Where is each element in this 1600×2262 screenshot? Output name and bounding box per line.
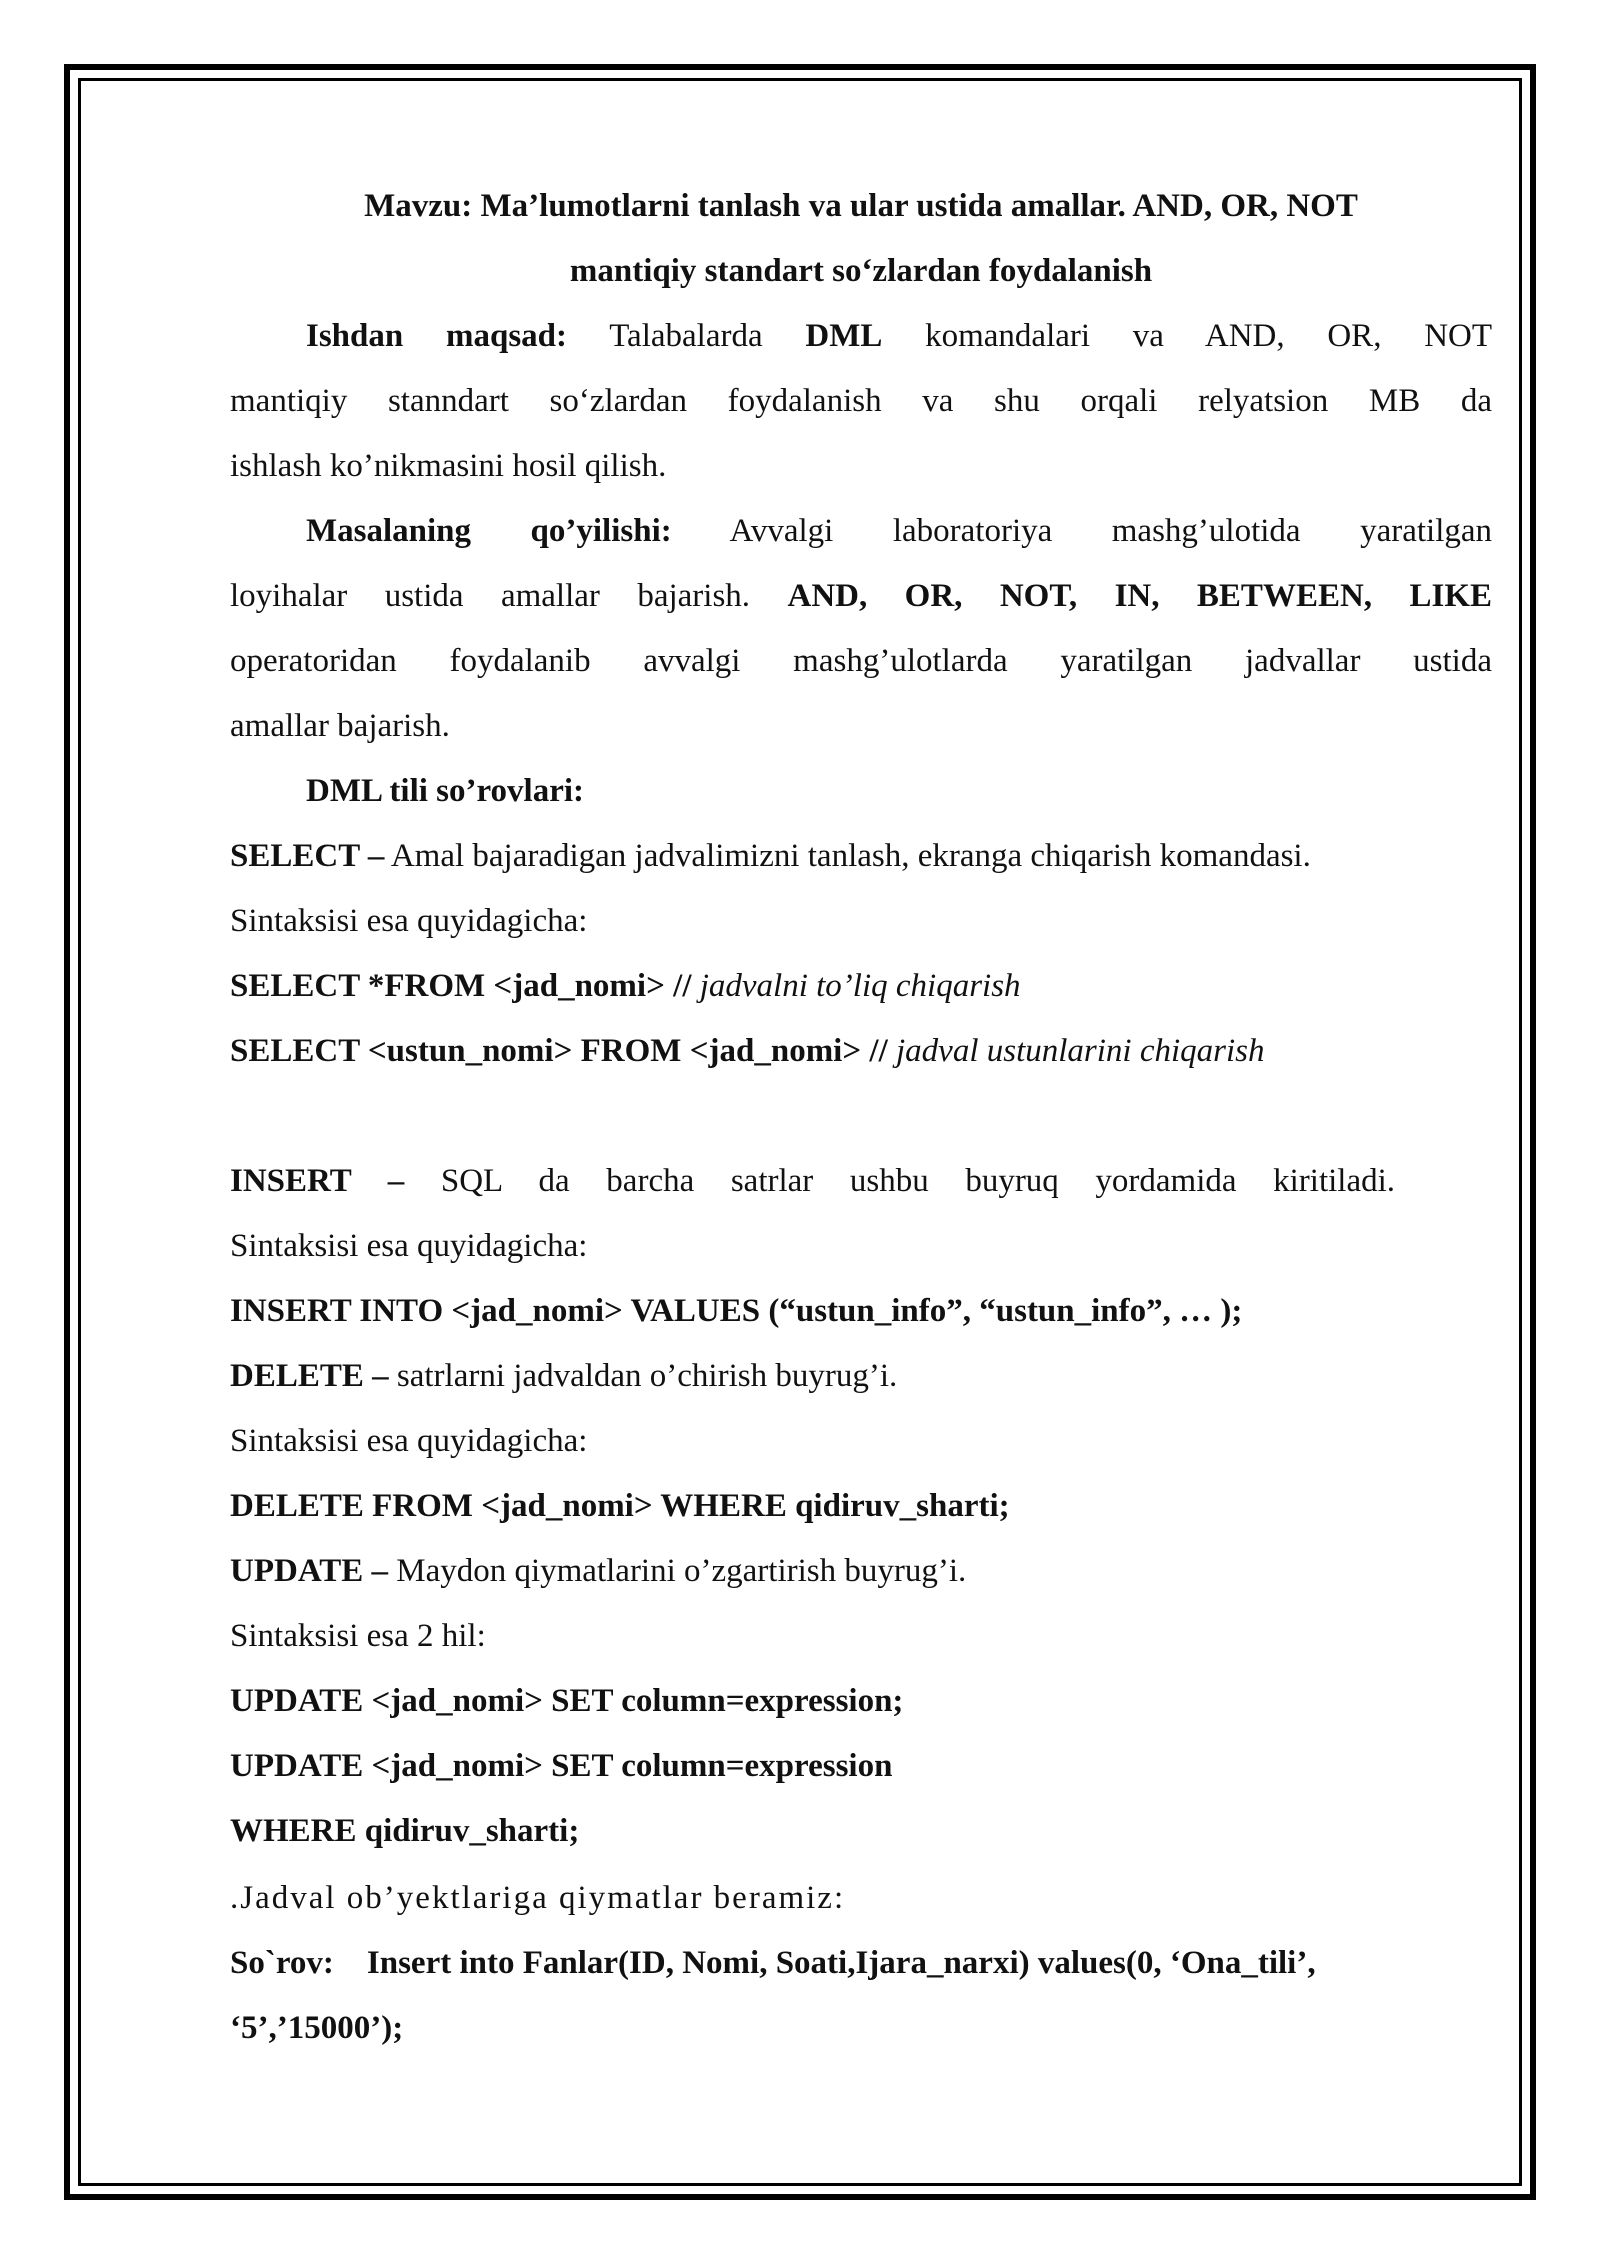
select-definition xyxy=(230,824,1492,889)
insert-desc: SQL da barcha satrlar ushbu buyruq yordamida kiritiladi. xyxy=(440,1163,1396,1199)
blank-line xyxy=(230,1084,1492,1149)
dml-heading: DML tili so’rovlari: xyxy=(306,773,585,809)
document-body xyxy=(230,174,1492,2061)
select-example-2-comment: jadval ustunlarini chiqarish xyxy=(896,1033,1265,1069)
values-intro: .Jadval ob’yektlariga qiymatlar beramiz: xyxy=(230,1880,846,1916)
problem-line-2 xyxy=(230,564,1492,629)
delete-definition xyxy=(230,1344,1492,1409)
problem-line-2-plain: loyihalar ustida amallar bajarish. xyxy=(230,578,751,614)
problem-line-3: operatoridan foydalanib avvalgi mashg’ulotlarda yaratilgan jadvallar ustida xyxy=(230,643,1492,679)
insert-example: INSERT INTO <jad_nomi> VALUES (“ustun_info”, “ustun_info”, … ); xyxy=(230,1293,1243,1329)
update-example-1: UPDATE <jad_nomi> SET column=expression; xyxy=(230,1683,904,1719)
update-syntax-label: Sintaksisi esa 2 hil: xyxy=(230,1618,486,1654)
insert-syntax-label: Sintaksisi esa quyidagicha: xyxy=(230,1228,588,1264)
select-example-1-comment: jadvalni to’liq chiqarish xyxy=(699,968,1021,1004)
problem-text-1: Avvalgi laboratoriya mashg’ulotida yaratilgan xyxy=(729,513,1493,549)
delete-example: DELETE FROM <jad_nomi> WHERE qidiruv_sharti; xyxy=(230,1488,1010,1524)
goal-line-3: ishlash ko’nikmasini hosil qilish. xyxy=(230,448,667,484)
select-example-1-code: SELECT *FROM <jad_nomi> // xyxy=(230,968,692,1004)
query-label: So`rov: xyxy=(230,1945,334,1981)
title-line-2: mantiqiy standart so‘zlardan foydalanish xyxy=(569,253,1153,289)
delete-syntax-label: Sintaksisi esa quyidagicha: xyxy=(230,1423,588,1459)
insert-keyword: INSERT – xyxy=(230,1163,405,1199)
update-example-2a: UPDATE <jad_nomi> SET column=expression xyxy=(230,1748,893,1784)
goal-line-2: mantiqiy stanndart so‘zlardan foydalanish va shu orqali relyatsion MB da xyxy=(230,383,1492,419)
update-keyword: UPDATE – xyxy=(230,1553,388,1589)
select-example-2 xyxy=(230,1019,1492,1084)
select-keyword: SELECT – xyxy=(230,838,385,874)
goal-text-a: Talabalarda xyxy=(609,318,763,354)
problem-line-4: amallar bajarish. xyxy=(230,708,450,744)
update-definition xyxy=(230,1539,1492,1604)
title-line-1: Mavzu: Ma’lumotlarni tanlash va ular ustida amallar. AND, OR, NOT xyxy=(364,188,1358,224)
goal-line-1 xyxy=(230,304,1492,369)
query-line-1 xyxy=(230,1931,1492,1996)
delete-desc: satrlarni jadvaldan o’chirish buyrug’i. xyxy=(396,1358,898,1394)
select-example-1 xyxy=(230,954,1492,1019)
goal-dml: DML xyxy=(805,318,883,354)
goal-text-b: komandalari va AND, OR, NOT xyxy=(925,318,1493,354)
problem-line-1 xyxy=(230,499,1492,564)
delete-keyword: DELETE – xyxy=(230,1358,389,1394)
problem-line-2-operators: AND, OR, NOT, IN, BETWEEN, LIKE xyxy=(787,578,1493,614)
insert-definition xyxy=(230,1149,1395,1214)
query-line-1-text: Insert into Fanlar(ID, Nomi, Soati,Ijara_narxi) values(0, ‘Ona_tili’, xyxy=(366,1945,1316,1981)
update-desc: Maydon qiymatlarini o’zgartirish buyrug’i. xyxy=(396,1553,967,1589)
select-syntax-label: Sintaksisi esa quyidagicha: xyxy=(230,903,588,939)
query-line-2: ‘5’,’15000’); xyxy=(230,2010,404,2046)
problem-label: Masalaning qo’yilishi: xyxy=(306,513,672,549)
select-desc: Amal bajaradigan jadvalimizni tanlash, ekranga chiqarish komandasi. xyxy=(390,838,1311,874)
select-example-2-code: SELECT <ustun_nomi> FROM <jad_nomi> // xyxy=(230,1033,888,1069)
update-example-2b: WHERE qidiruv_sharti; xyxy=(230,1813,580,1849)
goal-label: Ishdan maqsad: xyxy=(306,318,568,354)
